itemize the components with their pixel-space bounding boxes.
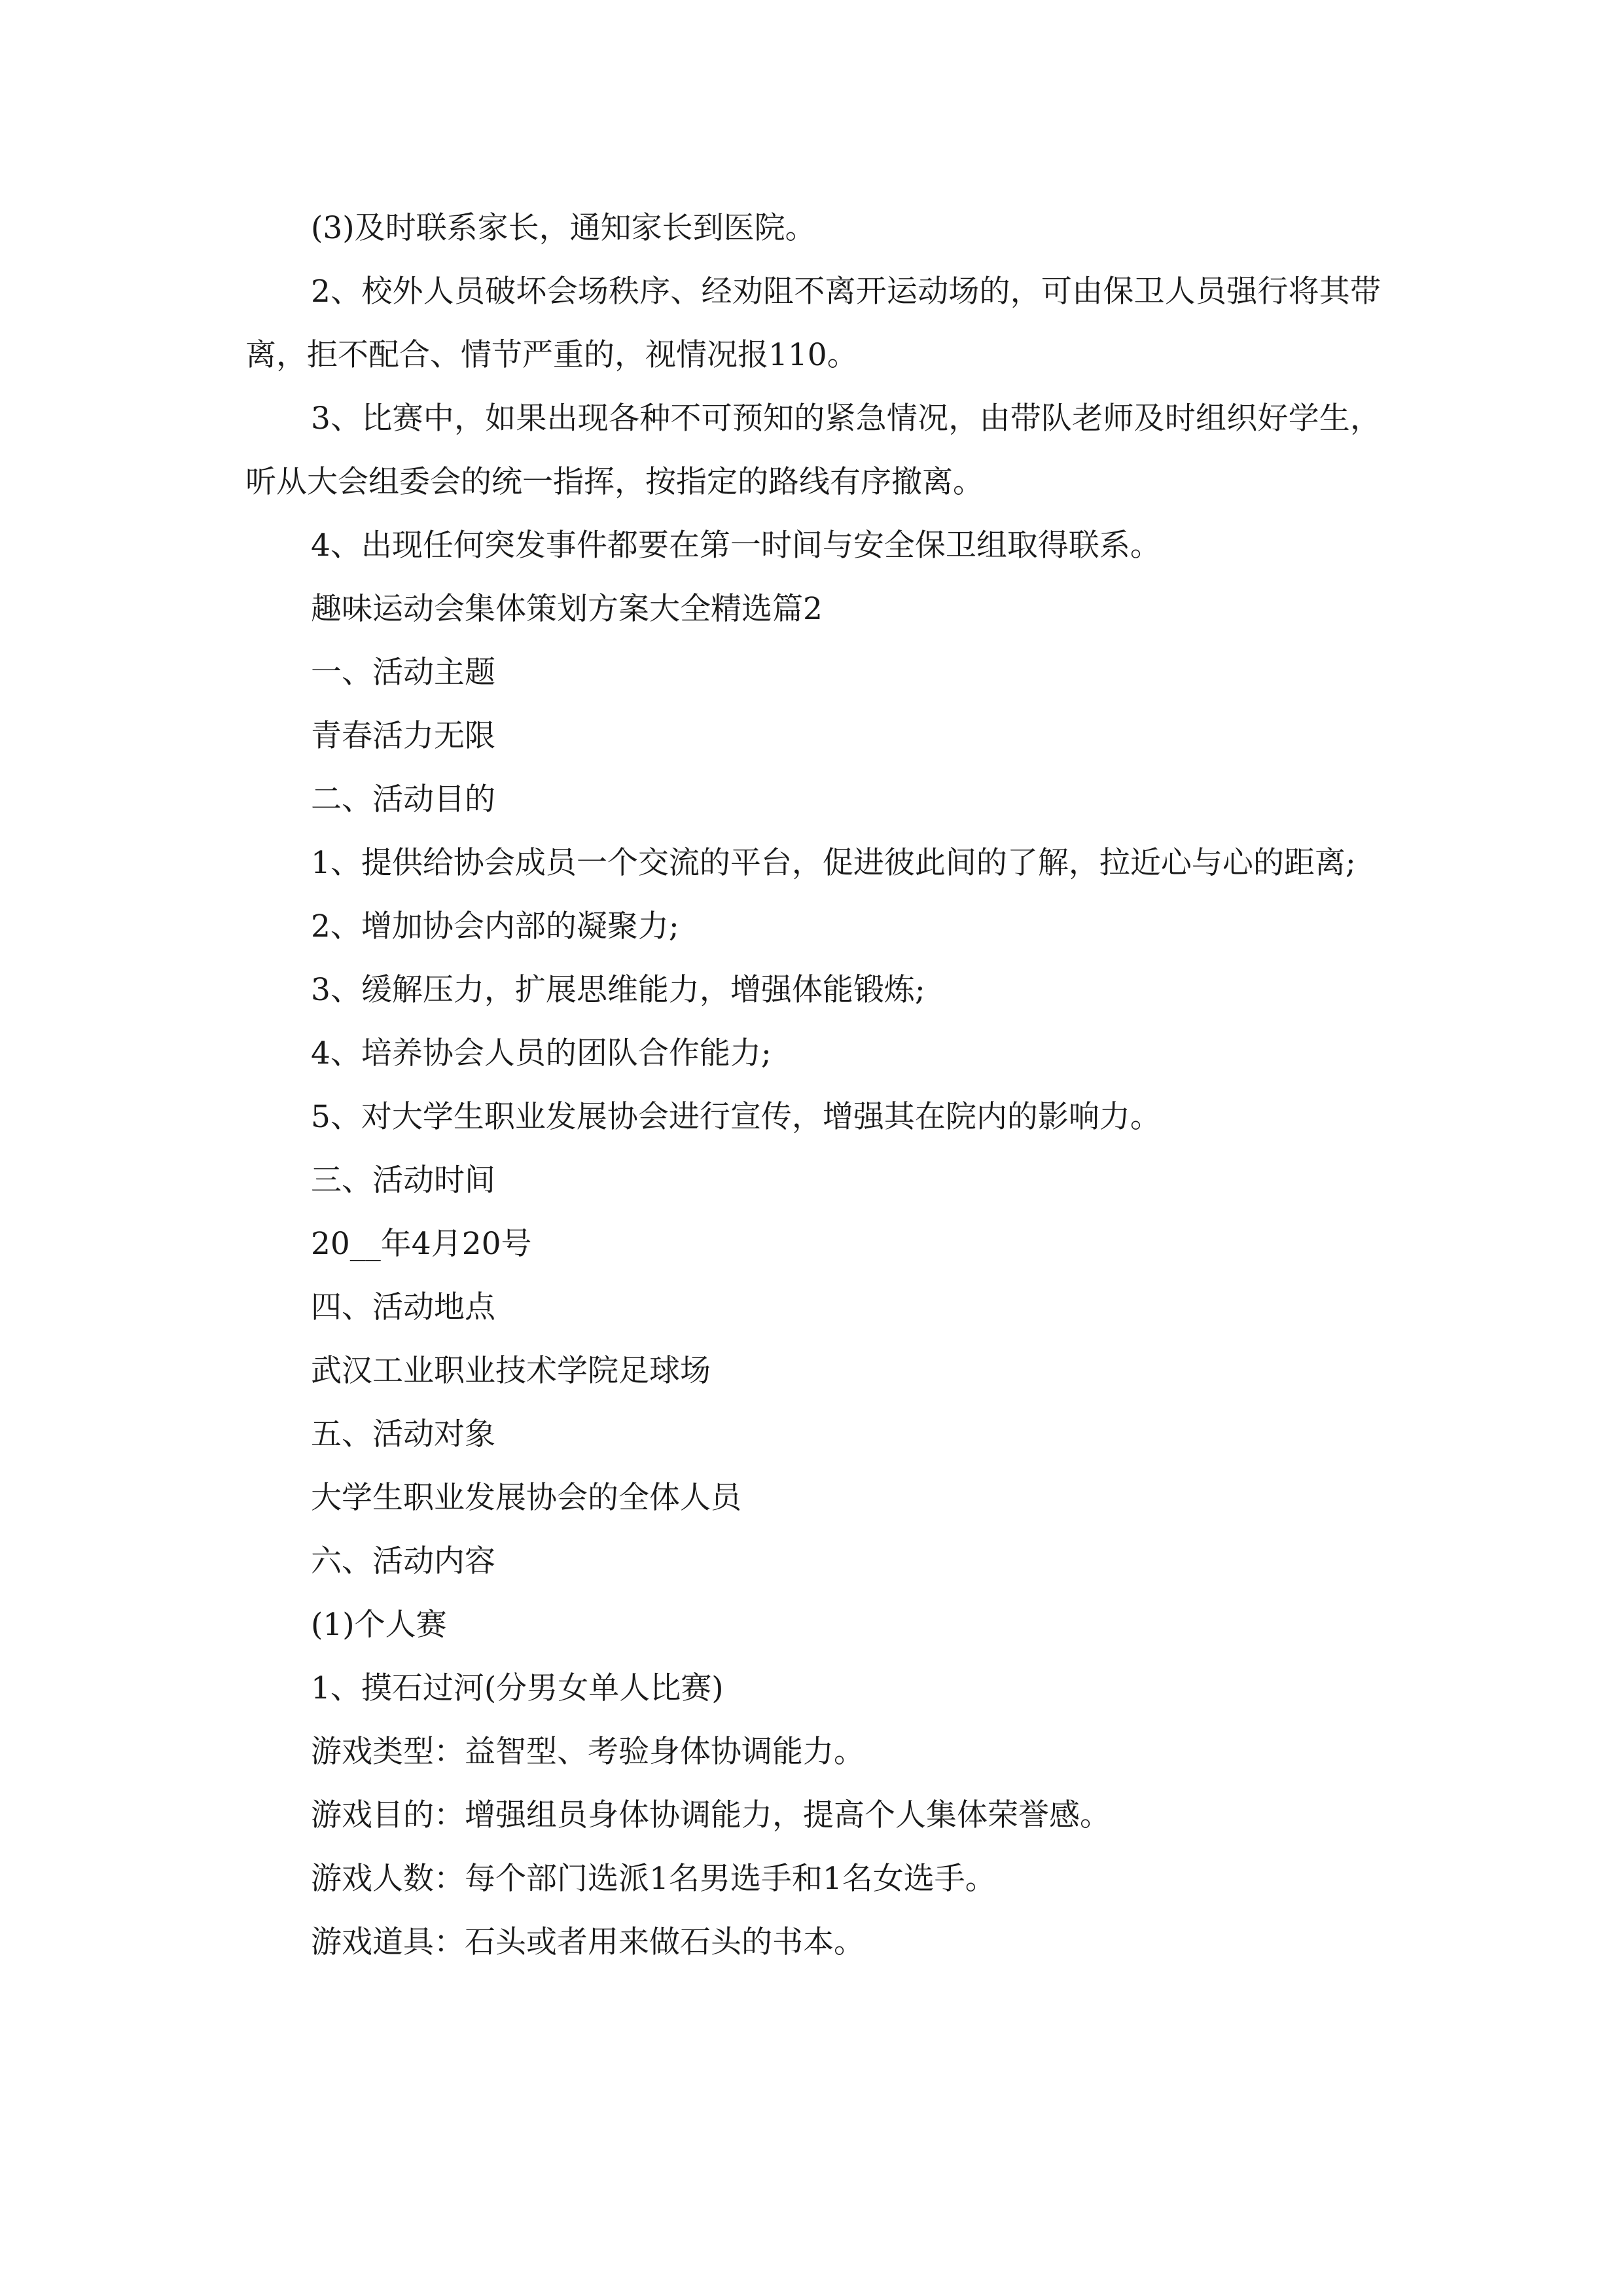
list-item: 5、对大学生职业发展协会进行宣传，增强其在院内的影响力。: [311, 1099, 1161, 1135]
paragraph: 游戏人数：每个部门选派1名男选手和1名女选手。: [311, 1861, 996, 1897]
heading: 六、活动内容: [311, 1543, 495, 1579]
paragraph: 20__年4月20号: [311, 1226, 532, 1262]
paragraph: 武汉工业职业技术学院足球场: [311, 1353, 711, 1389]
list-item: 1、提供给协会成员一个交流的平台，促进彼此间的了解，拉近心与心的距离;: [311, 845, 1356, 881]
document-body: [245, 196, 1381, 1974]
heading: 五、活动对象: [311, 1416, 495, 1452]
paragraph: 大学生职业发展协会的全体人员: [311, 1480, 741, 1516]
heading: 三、活动时间: [311, 1162, 495, 1198]
heading: 二、活动目的: [311, 781, 495, 817]
paragraph: 4、出现任何突发事件都要在第一时间与安全保卫组取得联系。: [311, 528, 1161, 564]
paragraph: 青春活力无限: [311, 718, 495, 754]
list-item: 1、摸石过河(分男女单人比赛): [311, 1670, 724, 1706]
heading: 四、活动地点: [311, 1289, 495, 1325]
paragraph: 2、校外人员破坏会场秩序、经劝阻不离开运动场的，可由保卫人员强行将其带离，拒不配合、情节严重的，视情况报110。: [245, 274, 1381, 373]
list-item: 3、缓解压力，扩展思维能力，增强体能锻炼;: [311, 972, 925, 1008]
paragraph: 游戏目的：增强组员身体协调能力，提高个人集体荣誉感。: [311, 1797, 1111, 1833]
list-item: 4、培养协会人员的团队合作能力;: [311, 1035, 772, 1071]
heading: 一、活动主题: [311, 655, 495, 691]
paragraph: 游戏类型：益智型、考验身体协调能力。: [311, 1734, 865, 1770]
section-title: 趣味运动会集体策划方案大全精选篇2: [311, 591, 823, 627]
paragraph: (3)及时联系家长，通知家长到医院。: [311, 210, 816, 246]
list-item: 2、增加协会内部的凝聚力;: [311, 908, 679, 944]
subheading: (1)个人赛: [311, 1607, 447, 1643]
paragraph: 游戏道具：石头或者用来做石头的书本。: [311, 1924, 865, 1960]
paragraph: 3、比赛中，如果出现各种不可预知的紧急情况，由带队老师及时组织好学生，听从大会组委会的统一指挥，按指定的路线有序撤离。: [245, 401, 1381, 500]
